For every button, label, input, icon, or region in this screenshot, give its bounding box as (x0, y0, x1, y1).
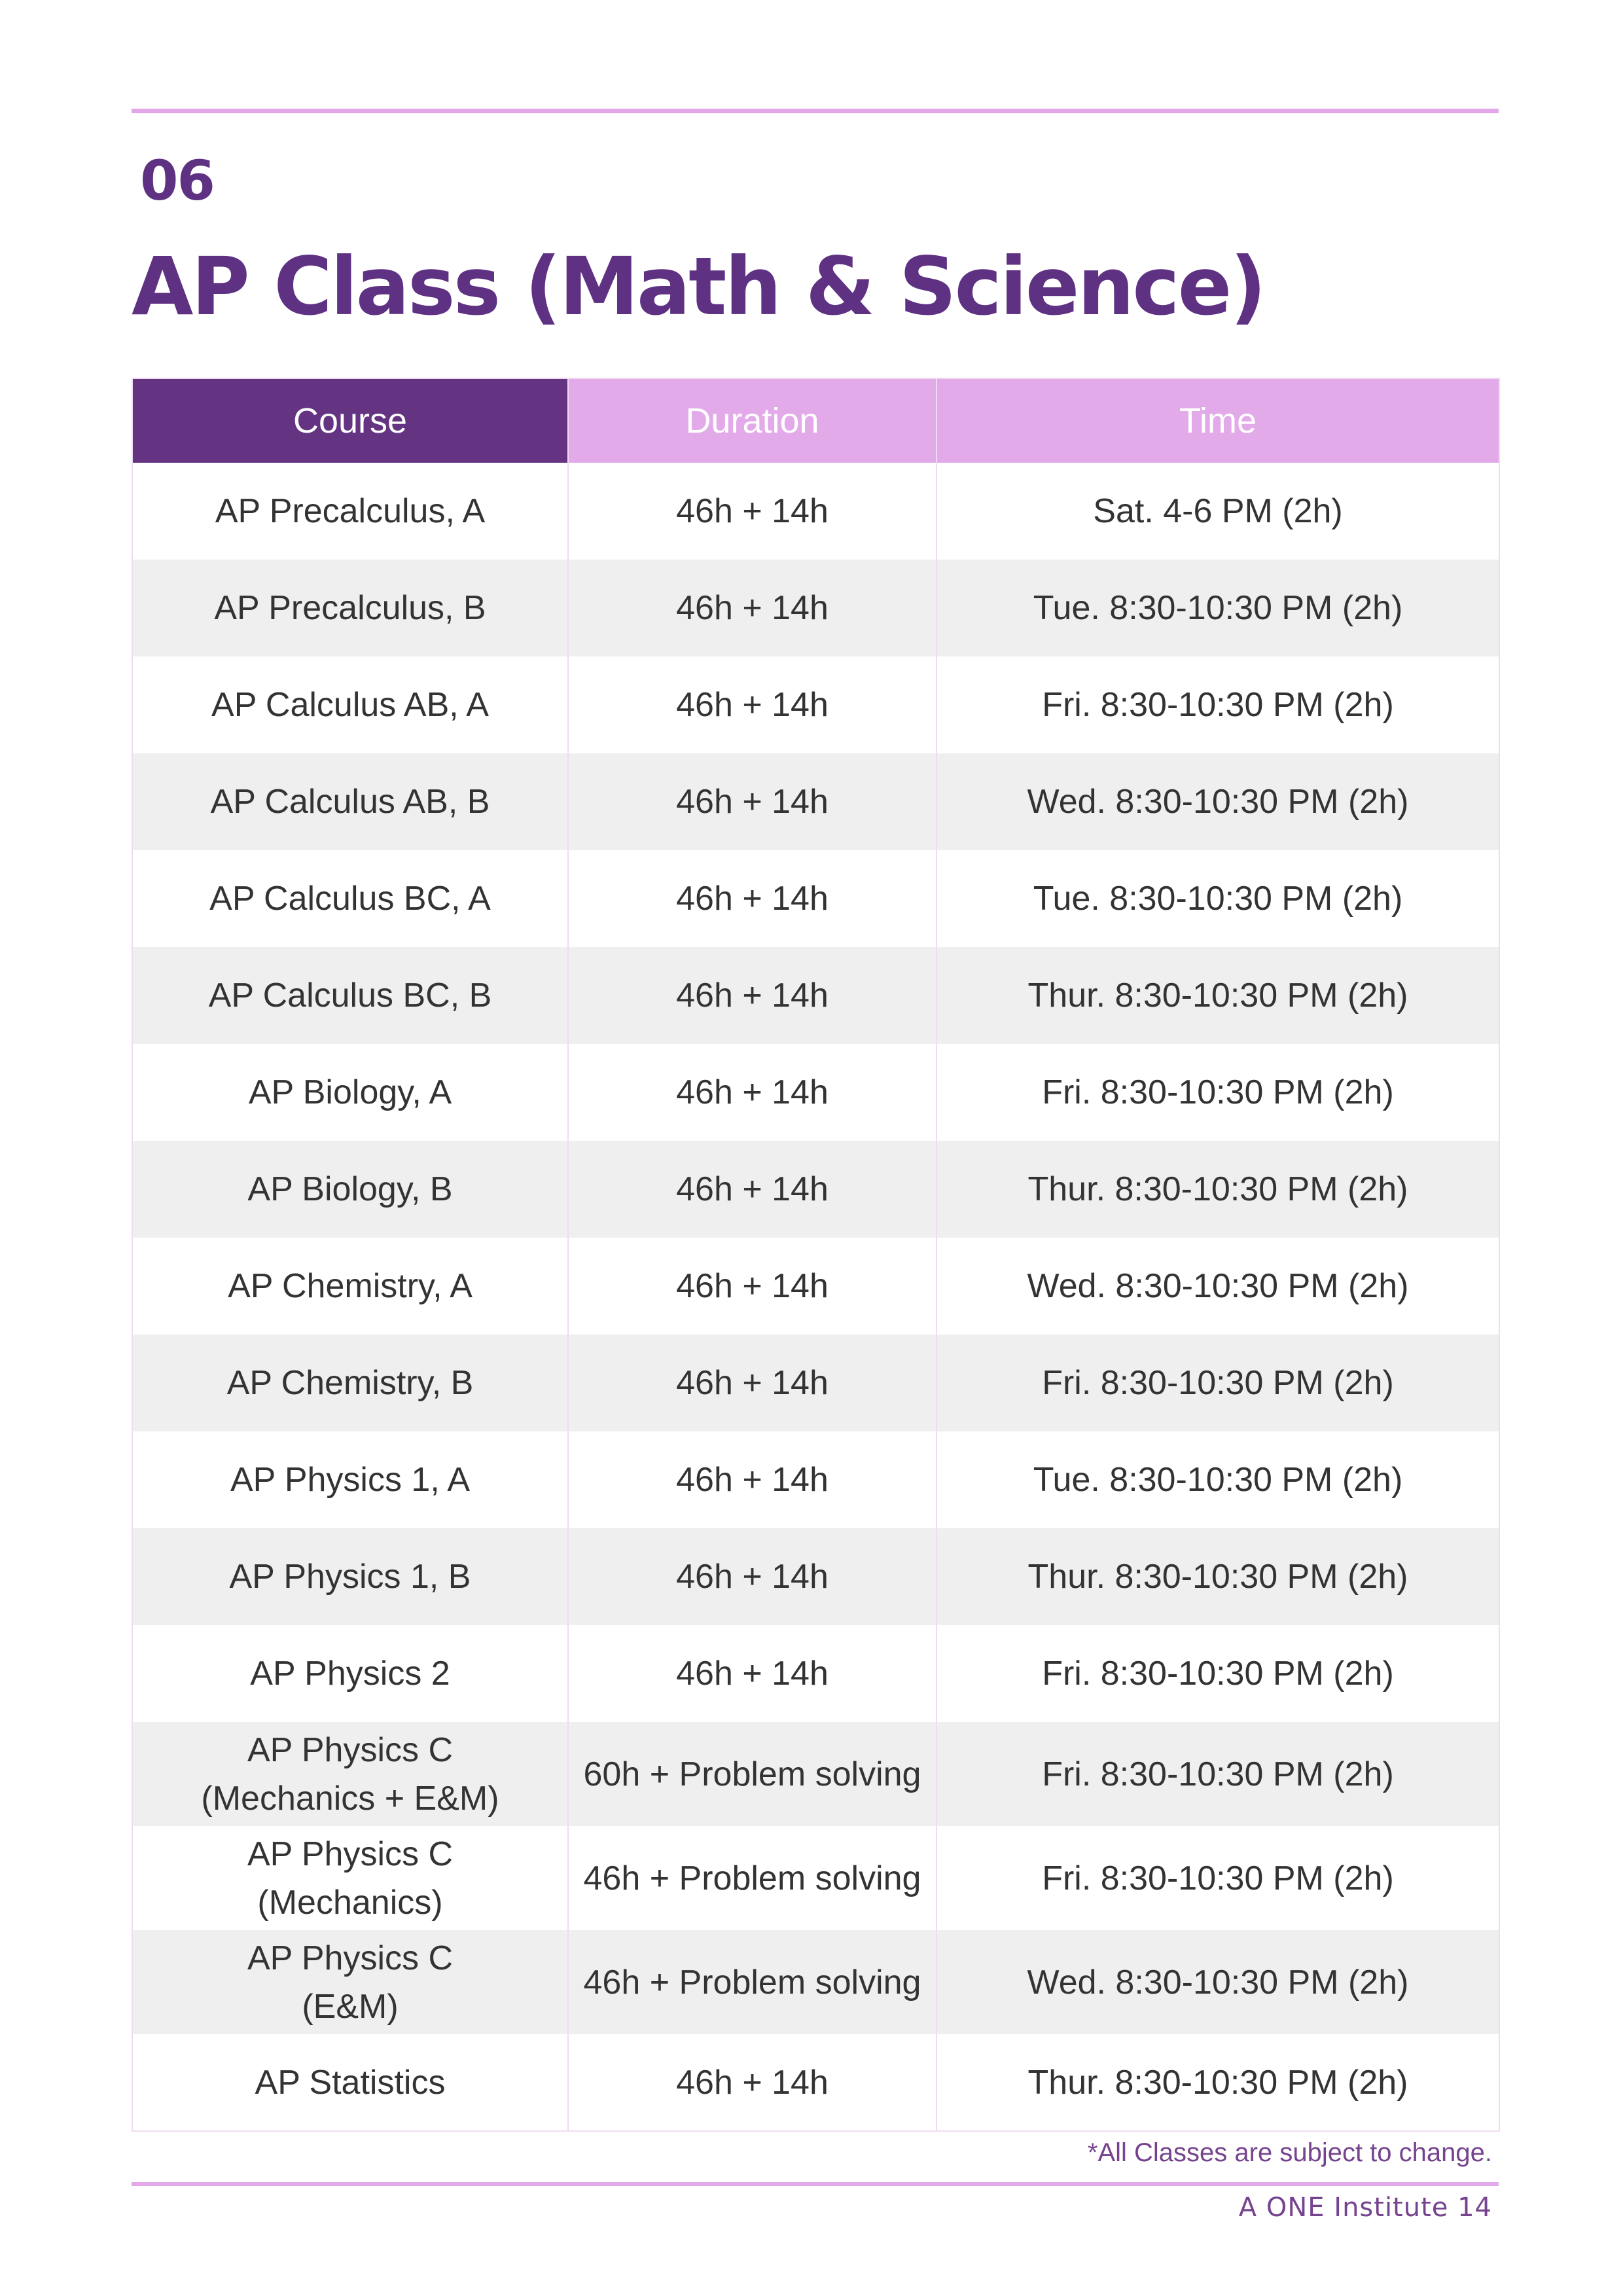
cell-duration: 46h + 14h (568, 947, 936, 1044)
cell-duration: 46h + Problem solving (568, 1826, 936, 1930)
course-name-line: AP Calculus BC, A (209, 880, 491, 918)
table-row (132, 1826, 1499, 1930)
course-name-line: AP Calculus AB, A (211, 686, 489, 724)
cell-time: Tue. 8:30-10:30 PM (2h) (936, 1431, 1499, 1528)
table-row (132, 463, 1499, 560)
column-header-duration: Duration (568, 378, 936, 463)
cell-duration: 46h + 14h (568, 560, 936, 656)
cell-duration: 46h + 14h (568, 850, 936, 947)
course-name-line: AP Chemistry, A (228, 1267, 473, 1305)
cell-time: Tue. 8:30-10:30 PM (2h) (936, 560, 1499, 656)
table-row (132, 850, 1499, 947)
cell-course (132, 463, 568, 560)
cell-time: Fri. 8:30-10:30 PM (2h) (936, 1044, 1499, 1141)
cell-time: Fri. 8:30-10:30 PM (2h) (936, 1722, 1499, 1826)
table-row (132, 1930, 1499, 2034)
cell-course (132, 753, 568, 850)
cell-duration: 46h + 14h (568, 1528, 936, 1625)
cell-duration: 46h + 14h (568, 1044, 936, 1141)
table-row (132, 753, 1499, 850)
course-name-line: AP Biology, B (247, 1170, 453, 1208)
cell-duration: 46h + 14h (568, 656, 936, 753)
cell-time: Thur. 8:30-10:30 PM (2h) (936, 1141, 1499, 1238)
cell-course (132, 1044, 568, 1141)
course-schedule-table (132, 378, 1500, 2132)
course-name-line: AP Calculus AB, B (210, 783, 490, 821)
table-row (132, 1625, 1499, 1722)
cell-duration: 46h + 14h (568, 1238, 936, 1335)
table-header-row (132, 378, 1499, 463)
cell-duration: 60h + Problem solving (568, 1722, 936, 1826)
course-name-line: AP Precalculus, B (214, 589, 486, 627)
course-name-line: AP Chemistry, B (226, 1364, 474, 1402)
cell-time: Fri. 8:30-10:30 PM (2h) (936, 1625, 1499, 1722)
course-name-line: AP Physics 1, B (229, 1558, 471, 1596)
section-number: 06 (140, 149, 214, 213)
cell-course (132, 1431, 568, 1528)
cell-time: Sat. 4-6 PM (2h) (936, 463, 1499, 560)
footnote: *All Classes are subject to change. (1087, 2138, 1492, 2167)
cell-course (132, 947, 568, 1044)
cell-time: Fri. 8:30-10:30 PM (2h) (936, 1826, 1499, 1930)
course-name-line: (E&M) (302, 1987, 399, 2026)
page-footer: A ONE Institute 14 (1238, 2193, 1492, 2223)
top-divider (132, 109, 1499, 113)
table-row (132, 1335, 1499, 1431)
course-name-line: AP Physics C (247, 1939, 454, 1977)
table-row (132, 1044, 1499, 1141)
cell-time: Thur. 8:30-10:30 PM (2h) (936, 2034, 1499, 2131)
cell-course (132, 1335, 568, 1431)
course-name-line: AP Physics 1, A (230, 1461, 471, 1499)
cell-course (132, 2034, 568, 2131)
cell-duration: 46h + 14h (568, 463, 936, 560)
table-row (132, 947, 1499, 1044)
course-name-line: AP Statistics (255, 2063, 446, 2102)
cell-course (132, 1930, 568, 2034)
course-name-line: (Mechanics + E&M) (201, 1779, 499, 1818)
cell-time: Fri. 8:30-10:30 PM (2h) (936, 1335, 1499, 1431)
column-header-time: Time (936, 378, 1499, 463)
table-row (132, 1431, 1499, 1528)
cell-time: Wed. 8:30-10:30 PM (2h) (936, 1238, 1499, 1335)
cell-duration: 46h + 14h (568, 753, 936, 850)
table-row (132, 656, 1499, 753)
cell-duration: 46h + 14h (568, 1625, 936, 1722)
cell-time: Fri. 8:30-10:30 PM (2h) (936, 656, 1499, 753)
column-header-course: Course (132, 378, 568, 463)
course-name-line: AP Physics C (247, 1835, 454, 1873)
table-row (132, 1141, 1499, 1238)
cell-course (132, 1722, 568, 1826)
table-body (132, 463, 1499, 2131)
cell-duration: 46h + 14h (568, 1141, 936, 1238)
cell-course (132, 1238, 568, 1335)
cell-duration: 46h + 14h (568, 1335, 936, 1431)
cell-course (132, 560, 568, 656)
cell-course (132, 1141, 568, 1238)
cell-course (132, 1625, 568, 1722)
cell-course (132, 850, 568, 947)
cell-duration: 46h + 14h (568, 1431, 936, 1528)
cell-time: Tue. 8:30-10:30 PM (2h) (936, 850, 1499, 947)
course-name-line: AP Precalculus, A (215, 492, 486, 530)
course-name-line: AP Physics 2 (250, 1655, 450, 1693)
page-title: AP Class (Math & Science) (132, 240, 1265, 333)
table-row (132, 1722, 1499, 1826)
cell-course (132, 656, 568, 753)
table-row (132, 2034, 1499, 2131)
table-row (132, 1238, 1499, 1335)
bottom-divider (132, 2182, 1499, 2186)
course-name-line: AP Physics C (247, 1731, 454, 1769)
cell-time: Wed. 8:30-10:30 PM (2h) (936, 1930, 1499, 2034)
cell-course (132, 1826, 568, 1930)
table-row (132, 1528, 1499, 1625)
cell-time: Thur. 8:30-10:30 PM (2h) (936, 1528, 1499, 1625)
cell-time: Wed. 8:30-10:30 PM (2h) (936, 753, 1499, 850)
cell-duration: 46h + Problem solving (568, 1930, 936, 2034)
cell-course (132, 1528, 568, 1625)
cell-duration: 46h + 14h (568, 2034, 936, 2131)
course-name-line: (Mechanics) (257, 1883, 443, 1922)
cell-time: Thur. 8:30-10:30 PM (2h) (936, 947, 1499, 1044)
course-name-line: AP Biology, A (248, 1073, 452, 1111)
table-row (132, 560, 1499, 656)
course-name-line: AP Calculus BC, B (208, 977, 492, 1014)
